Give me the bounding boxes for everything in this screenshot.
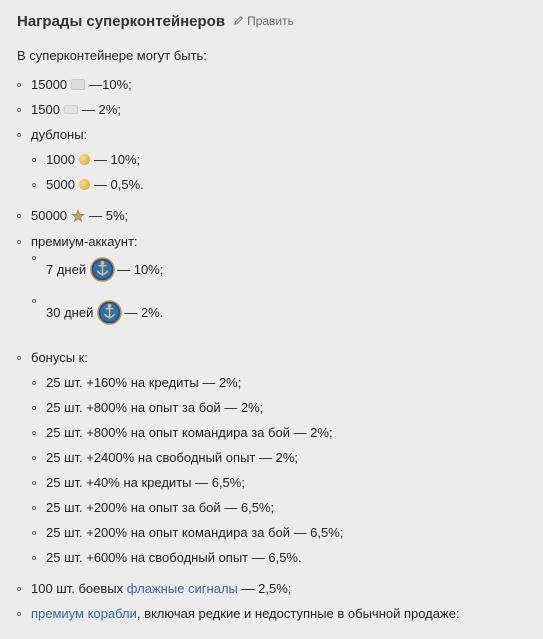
premium-anchor-icon bbox=[97, 300, 122, 325]
list-item-bonuses bbox=[17, 350, 88, 365]
premium-days: 30 дней bbox=[46, 305, 94, 320]
list-item-bonus bbox=[32, 550, 302, 565]
section-header bbox=[17, 13, 294, 30]
bullet bbox=[32, 531, 36, 535]
list-item-ships bbox=[17, 606, 460, 621]
bonus-text: 25 шт. +160% на кредиты — 2%; bbox=[46, 375, 242, 390]
list-item-credits bbox=[17, 77, 132, 92]
list-item-free-xp bbox=[17, 102, 121, 117]
elite-xp-chance: — 5%; bbox=[89, 208, 129, 223]
bullet bbox=[17, 356, 21, 360]
list-item-premium-30 bbox=[32, 300, 163, 325]
list-item-doubloons-5000 bbox=[32, 177, 144, 192]
bonus-text: 25 шт. +200% на опыт командира за бой — 6,5%; bbox=[46, 525, 344, 540]
list-item-bonus bbox=[32, 500, 274, 515]
bonus-text: 25 шт. +600% на свободный опыт — 6,5%. bbox=[46, 550, 302, 565]
list-item-premium-7 bbox=[32, 257, 163, 282]
bullet bbox=[32, 506, 36, 510]
free-xp-chance: — 2%; bbox=[81, 102, 121, 117]
edit-label: Править bbox=[247, 13, 294, 28]
edit-link[interactable] bbox=[233, 14, 294, 28]
bonus-text: 25 шт. +200% на опыт за бой — 6,5%; bbox=[46, 500, 275, 515]
list-item-bonus bbox=[32, 525, 343, 540]
bullet bbox=[32, 481, 36, 485]
list-item-signals bbox=[17, 581, 291, 596]
list-item-bonus bbox=[32, 400, 263, 415]
doubloons-chance: — 0,5%. bbox=[93, 177, 144, 192]
doubloons-amount: 5000 bbox=[46, 177, 75, 192]
bullet bbox=[17, 83, 21, 87]
ships-suffix: , включая редкие и недоступные в обычной продаже: bbox=[136, 606, 460, 621]
premium-ships-link[interactable]: премиум корабли bbox=[31, 606, 137, 621]
premium-chance: — 10%; bbox=[117, 262, 164, 277]
list-item-bonus bbox=[32, 375, 241, 390]
list-item-doubloons bbox=[17, 127, 87, 142]
doubloon-icon bbox=[79, 179, 90, 190]
free-xp-amount: 1500 bbox=[31, 102, 60, 117]
bullet bbox=[17, 587, 21, 591]
doubloon-icon bbox=[79, 154, 90, 165]
signals-prefix: 100 шт. боевых bbox=[31, 581, 124, 596]
pencil-icon bbox=[233, 15, 244, 26]
signals-suffix: — 2,5%; bbox=[241, 581, 292, 596]
list-item-bonus bbox=[32, 450, 298, 465]
bullet bbox=[32, 456, 36, 460]
bonus-text: 25 шт. +800% на опыт за бой — 2%; bbox=[46, 400, 264, 415]
premium-days: 7 дней bbox=[46, 262, 87, 277]
elite-xp-amount: 50000 bbox=[31, 208, 68, 223]
bullet bbox=[32, 158, 36, 162]
bonus-text: 25 шт. +800% на опыт командира за бой — 2%; bbox=[46, 425, 333, 440]
free-xp-icon bbox=[64, 105, 78, 114]
doubloons-label: дублоны: bbox=[31, 127, 88, 142]
premium-anchor-icon bbox=[90, 257, 115, 282]
bullet bbox=[32, 431, 36, 435]
credits-chance: —10%; bbox=[89, 77, 132, 92]
list-item-bonus bbox=[32, 475, 245, 490]
list-item-elite-xp bbox=[17, 208, 128, 223]
bullet bbox=[32, 299, 36, 303]
bonus-text: 25 шт. +2400% на свободный опыт — 2%; bbox=[46, 450, 298, 465]
credits-icon bbox=[71, 79, 85, 90]
bullet bbox=[32, 556, 36, 560]
list-item-doubloons-1000 bbox=[32, 152, 140, 167]
bonuses-label: бонусы к: bbox=[31, 350, 88, 365]
bullet bbox=[32, 406, 36, 410]
bullet bbox=[17, 133, 21, 137]
bullet bbox=[17, 240, 21, 244]
doubloons-chance: — 10%; bbox=[93, 152, 141, 167]
premium-label: премиум-аккаунт: bbox=[31, 234, 138, 249]
bullet bbox=[17, 214, 21, 218]
section-title: Награды суперконтейнеров bbox=[17, 13, 226, 30]
bullet bbox=[32, 381, 36, 385]
list-item-bonus bbox=[32, 425, 333, 440]
intro-text: В суперконтейнере могут быть: bbox=[17, 48, 207, 63]
bullet bbox=[17, 612, 21, 616]
doubloons-amount: 1000 bbox=[46, 152, 75, 167]
signals-link[interactable]: флажные сигналы bbox=[126, 581, 238, 596]
list-item-premium bbox=[17, 234, 138, 249]
credits-amount: 15000 bbox=[31, 77, 68, 92]
star-icon bbox=[71, 209, 85, 223]
bullet bbox=[17, 108, 21, 112]
premium-chance: — 2%. bbox=[124, 305, 164, 320]
bullet bbox=[32, 256, 36, 260]
bonus-text: 25 шт. +40% на кредиты — 6,5%; bbox=[46, 475, 245, 490]
bullet bbox=[32, 183, 36, 187]
